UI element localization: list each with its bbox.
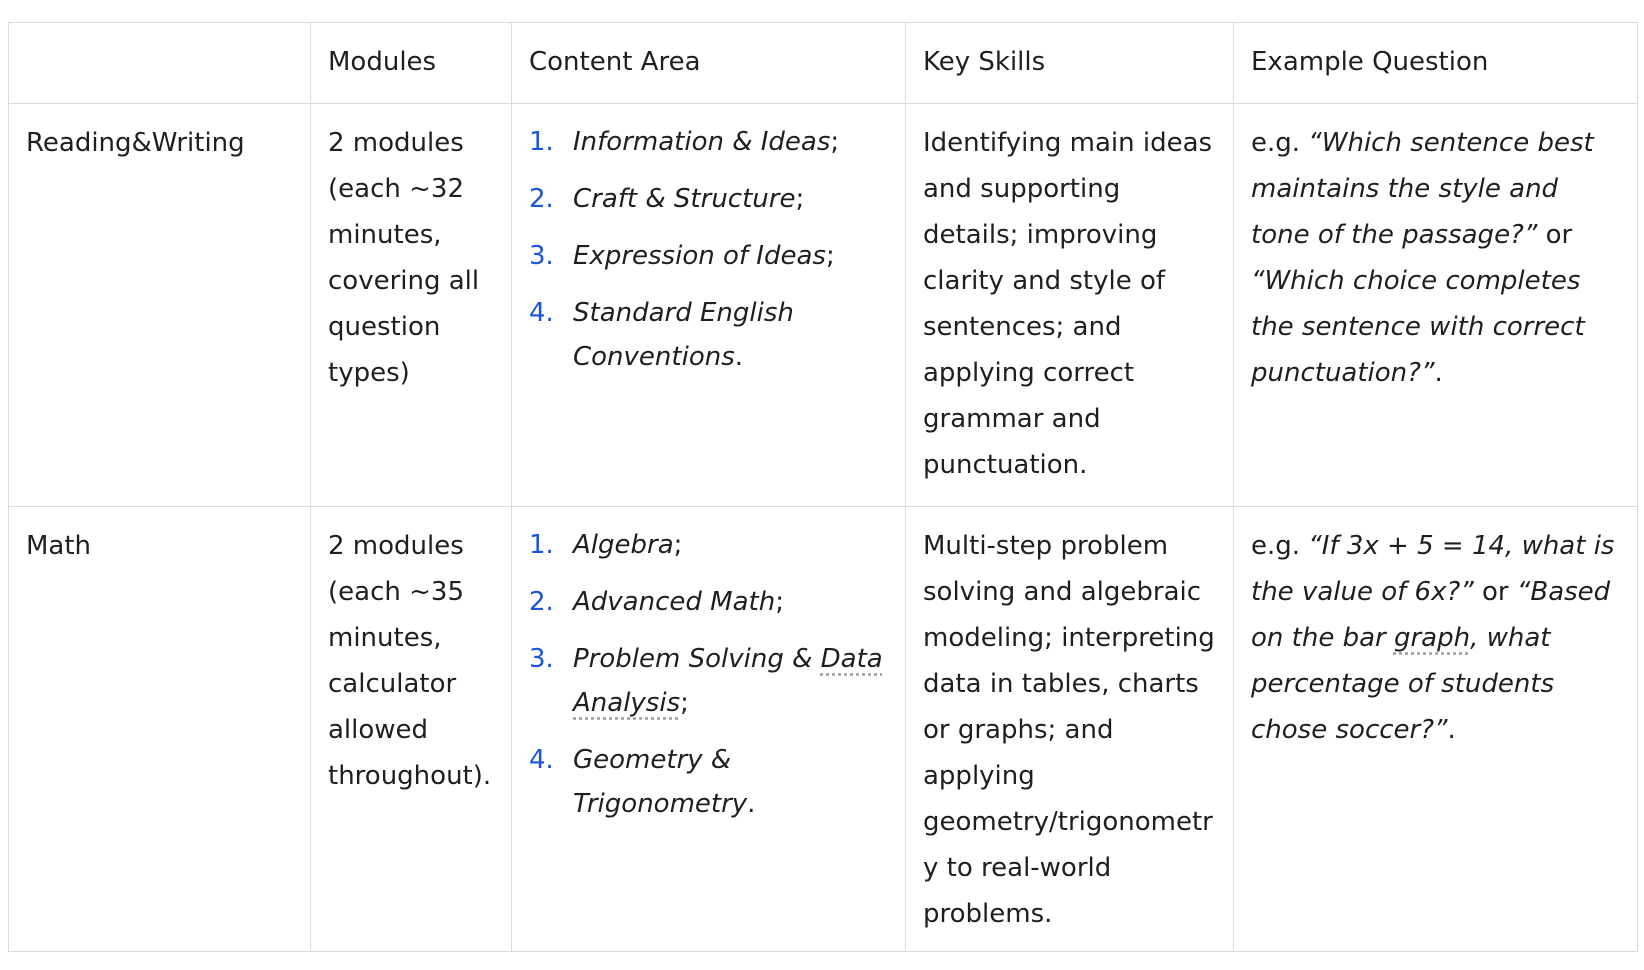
example-question-1: “Which sentence best maintains the style and tone of the passage?” bbox=[1251, 128, 1594, 250]
list-number: 3. bbox=[529, 241, 554, 271]
content-topic: Standard English Conventions bbox=[573, 298, 794, 372]
example-question-1: “If 3x + 5 = 14, what is the value of 6x?” bbox=[1251, 531, 1615, 607]
content-area-cell bbox=[512, 507, 906, 952]
header-modules: Modules bbox=[311, 23, 512, 104]
list-number: 3. bbox=[529, 644, 554, 674]
list-item: 1. Information & Ideas; bbox=[529, 120, 889, 164]
content-area-cell bbox=[512, 104, 906, 507]
header-blank bbox=[9, 23, 311, 104]
list-item: 4. Standard English Conventions. bbox=[529, 291, 889, 379]
list-number: 4. bbox=[529, 298, 554, 328]
content-topic: Problem Solving & bbox=[573, 644, 821, 674]
table-row-reading-writing bbox=[9, 104, 1638, 507]
example-question-2: “Based on the bar graph, what percentage of students chose soccer?” bbox=[1251, 577, 1611, 745]
content-topic: Information & Ideas bbox=[573, 127, 831, 157]
content-topic: Craft & Structure bbox=[573, 184, 796, 214]
list-item: 2. Advanced Math; bbox=[529, 580, 889, 624]
content-topic: Algebra bbox=[573, 530, 674, 560]
glossary-term-link[interactable]: graph bbox=[1393, 623, 1471, 653]
header-row bbox=[9, 23, 1638, 104]
section-name: Reading&Writing bbox=[9, 104, 311, 507]
key-skills-cell: Multi-step problem solving and algebraic modeling; interpreting data in tables, charts or graphs; and applying geometry/trigonometry to real-world problems. bbox=[906, 507, 1234, 952]
list-number: 2. bbox=[529, 184, 554, 214]
table-row-math bbox=[9, 507, 1638, 952]
list-item: 2. Craft & Structure; bbox=[529, 177, 889, 221]
list-item: 4. Geometry & Trigonometry. bbox=[529, 738, 889, 826]
list-item: 3. Problem Solving & Data Analysis; bbox=[529, 637, 889, 725]
glossary-term-link[interactable]: Data Analysis bbox=[573, 644, 883, 718]
example-question-cell: e.g. “If 3x + 5 = 14, what is the value of 6x?” or “Based on the bar graph, what percentage of students chose soccer?”. bbox=[1234, 507, 1638, 952]
header-key-skills: Key Skills bbox=[906, 23, 1234, 104]
list-number: 4. bbox=[529, 745, 554, 775]
modules-cell: 2 modules (each ~35 minutes, calculator allowed throughout). bbox=[311, 507, 512, 952]
header-content-area: Content Area bbox=[512, 23, 906, 104]
list-number: 1. bbox=[529, 530, 554, 560]
content-list bbox=[529, 120, 889, 379]
key-skills-cell: Identifying main ideas and supporting details; improving clarity and style of sentences; and applying correct grammar and punctuation. bbox=[906, 104, 1234, 507]
list-item: 3. Expression of Ideas; bbox=[529, 234, 889, 278]
example-question-2: “Which choice completes the sentence with correct punctuation?” bbox=[1251, 266, 1585, 388]
list-item: 1. Algebra; bbox=[529, 523, 889, 567]
content-topic: Geometry & Trigonometry bbox=[573, 745, 748, 819]
modules-cell: 2 modules (each ~32 minutes, covering all question types) bbox=[311, 104, 512, 507]
content-list bbox=[529, 523, 889, 826]
section-name: Math bbox=[9, 507, 311, 952]
sat-comparison-table bbox=[8, 22, 1638, 952]
example-question-cell: e.g. “Which sentence best maintains the style and tone of the passage?” or “Which choice completes the sentence with correct punctuation?”. bbox=[1234, 104, 1638, 507]
list-number: 2. bbox=[529, 587, 554, 617]
content-topic: Expression of Ideas bbox=[573, 241, 826, 271]
table-container bbox=[8, 22, 1638, 952]
header-example-question: Example Question bbox=[1234, 23, 1638, 104]
list-number: 1. bbox=[529, 127, 554, 157]
content-topic: Advanced Math bbox=[573, 587, 776, 617]
